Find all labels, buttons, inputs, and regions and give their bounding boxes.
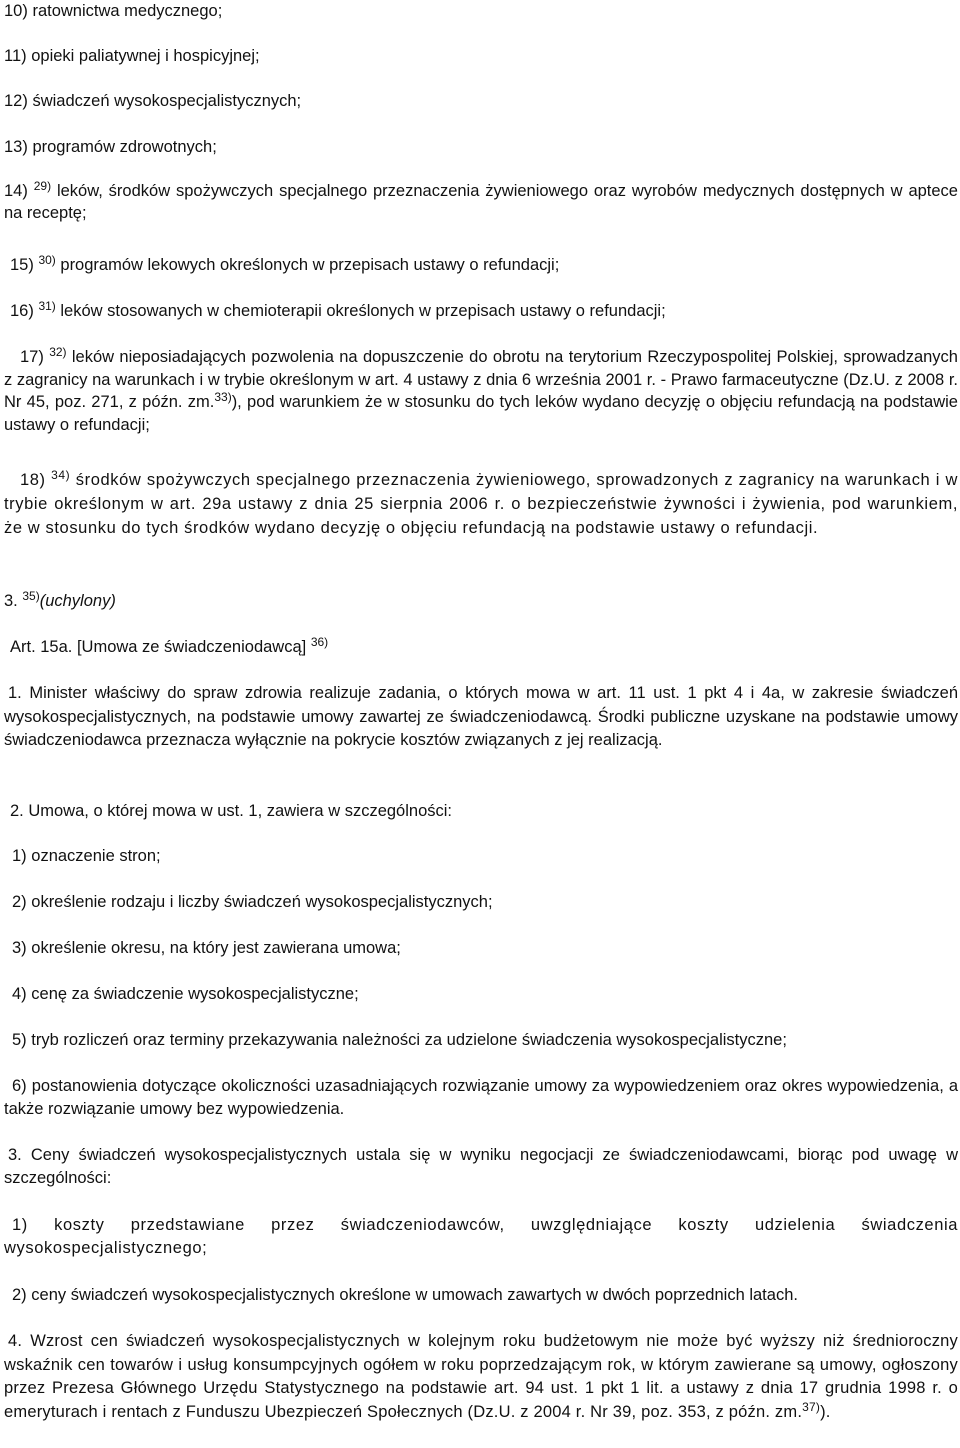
list-item <box>4 90 958 112</box>
item-number: 1) <box>12 847 27 865</box>
item-number: 6) <box>12 1077 27 1095</box>
point-3 <box>4 590 958 612</box>
list-item <box>4 300 960 322</box>
list-item <box>4 45 958 67</box>
list-item <box>4 1284 960 1306</box>
item-text: określenie okresu, na który jest zawierana umowa; <box>31 939 401 957</box>
item-text: koszty przedstawiane przez świadczeniodawców, uwzględniające koszty udzielenia świadczenia wysokospecjalistycznego; <box>4 1216 959 1257</box>
item-number: 16) <box>10 302 34 320</box>
item-text: opieki paliatywnej i hospicyjnej; <box>31 47 260 65</box>
item-number: 13) <box>4 138 28 156</box>
item-text: cenę za świadczenie wysokospecjalistyczne; <box>31 985 359 1003</box>
item-text: oznaczenie stron; <box>31 847 161 865</box>
list-item <box>4 0 958 22</box>
footnote-ref: 30) <box>38 253 56 267</box>
item-text: świadczeń wysokospecjalistycznych; <box>32 92 302 110</box>
item-text: ratownictwa medycznego; <box>32 2 223 20</box>
item-text: określenie rodzaju i liczby świadczeń wysokospecjalistycznych; <box>31 893 493 911</box>
item-text: programów zdrowotnych; <box>32 138 217 156</box>
item-number: 2) <box>12 1286 27 1304</box>
footnote-ref: 35) <box>22 589 40 603</box>
paragraph-ust-1: 1. Minister właściwy do spraw zdrowia realizuje zadania, o których mowa w art. 11 ust. 1 pkt 4 i 4a, w zakresie świadczeń wysokospecjalistycznych, na podstawie umowy zawartej ze świadczeniodawcą. Środki publiczne uzyskane na podstawie umowy świadczeniodawca przeznacza wyłącznie na pokrycie kosztów związanych z jej realizacją. <box>4 684 958 749</box>
list-item <box>4 937 960 959</box>
item-number: 5) <box>12 1031 27 1049</box>
list-item <box>4 346 958 436</box>
item-number: 15) <box>10 256 34 274</box>
footnote-ref: 33) <box>214 390 232 404</box>
footnote-ref: 31) <box>38 299 56 313</box>
item-text: ceny świadczeń wysokospecjalistycznych określone w umowach zawartych w dwóch poprzednich latach. <box>31 1286 798 1304</box>
item-text: środków spożywczych specjalnego przeznaczenia żywieniowego, sprowadzonych z zagranicy na warunkach i w trybie określonym w art. 29a ustawy z dnia 25 sierpnia 2006 r. o bezpieczeństwie żywności i żywienia, pod warunkiem, że w stosunku do tych środków wydano decyzję o objęciu refundacją na podstawie ustawy o refundacji. <box>4 471 959 537</box>
list-item <box>4 983 960 1005</box>
article-heading <box>4 636 960 658</box>
footnote-ref: 36) <box>310 635 329 649</box>
item-text: leków, środków spożywczych specjalnego przeznaczenia żywieniowego oraz wyrobów medycznych dostępnych w aptece na receptę; <box>4 182 958 222</box>
list-item <box>4 845 960 867</box>
footnote-ref: 34) <box>51 468 71 482</box>
list-item <box>4 1075 958 1121</box>
item-text: tryb rozliczeń oraz terminy przekazywania należności za udzielone świadczenia wysokospecjalistyczne; <box>31 1031 787 1049</box>
item-text-continued: ), pod warunkiem że w stosunku do tych leków wydano decyzję o objęciu refundacją na podstawie ustawy o refundacji; <box>4 393 958 434</box>
list-item <box>4 136 958 158</box>
list-item <box>4 180 958 224</box>
paragraph-tail: ). <box>820 1402 831 1421</box>
item-number: 2) <box>12 893 27 911</box>
item-text: leków stosowanych w chemioterapii określonych w przepisach ustawy o refundacji; <box>60 302 666 320</box>
paragraph-ust-3: 3. Ceny świadczeń wysokospecjalistycznych ustala się w wyniku negocjacji ze świadczeniodawcami, biorąc pod uwagę w szczególności: <box>4 1146 958 1187</box>
paragraph-text: 4. Wzrost cen świadczeń wysokospecjalistycznych w kolejnym roku budżetowym nie może być wyższy niż średnioroczny wskaźnik cen towarów i usług konsumpcyjnych ogółem w roku poprzedzającym rok, w którym zawierane są umowy, ogłoszony przez Prezesa Głównego Urzędu Statystycznego na podstawie art. 94 ust. 1 pkt 1 lit. a ustawy z dnia 17 grudnia 1998 r. o emeryturach i rentach z Funduszu Ubezpieczeń Społecznych (Dz.U. z 2004 r. Nr 39, poz. 353, z późn. zm. <box>4 1332 958 1421</box>
point-text: (uchylony) <box>39 592 116 610</box>
item-number: 4) <box>12 985 27 1003</box>
article-title: Art. 15a. [Umowa ze świadczeniodawcą] <box>10 638 307 656</box>
item-number: 3) <box>12 939 27 957</box>
footnote-ref: 32) <box>49 345 67 359</box>
point-number: 3. <box>4 592 18 610</box>
footnote-ref: 29) <box>33 179 52 193</box>
list-item <box>4 1214 958 1260</box>
item-text: leków nieposiadających pozwolenia na dopuszczenie do obrotu na terytorium Rzeczypospolitej Polskiej, sprowadzanych z zagranicy na warunkach i w trybie określonym w art. 4 ustawy z dnia 6 września 2001 r. - Prawo farmaceutyczne (Dz.U. z 2008 r. Nr 45, poz. 271, z późn. zm. <box>4 348 958 411</box>
item-number: 18) <box>20 471 46 489</box>
list-item <box>4 891 960 913</box>
list-item <box>4 468 958 540</box>
paragraph-ust-4 <box>4 1330 958 1424</box>
footnote-ref: 37) <box>802 1399 821 1414</box>
paragraph-ust-2: 2. Umowa, o której mowa w ust. 1, zawiera w szczególności: <box>10 802 452 820</box>
list-item <box>4 254 960 276</box>
item-text: postanowienia dotyczące okoliczności uzasadniających rozwiązanie umowy za wypowiedzeniem oraz okres wypowiedzenia, a także rozwiązanie umowy bez wypowiedzenia. <box>4 1077 958 1118</box>
list-item <box>4 1029 960 1051</box>
item-number: 1) <box>12 1216 28 1234</box>
item-number: 17) <box>20 348 44 366</box>
item-number: 11) <box>4 47 27 65</box>
item-number: 10) <box>4 2 28 20</box>
item-number: 12) <box>4 92 28 110</box>
item-text: programów lekowych określonych w przepisach ustawy o refundacji; <box>60 256 560 274</box>
item-number: 14) <box>4 182 28 200</box>
